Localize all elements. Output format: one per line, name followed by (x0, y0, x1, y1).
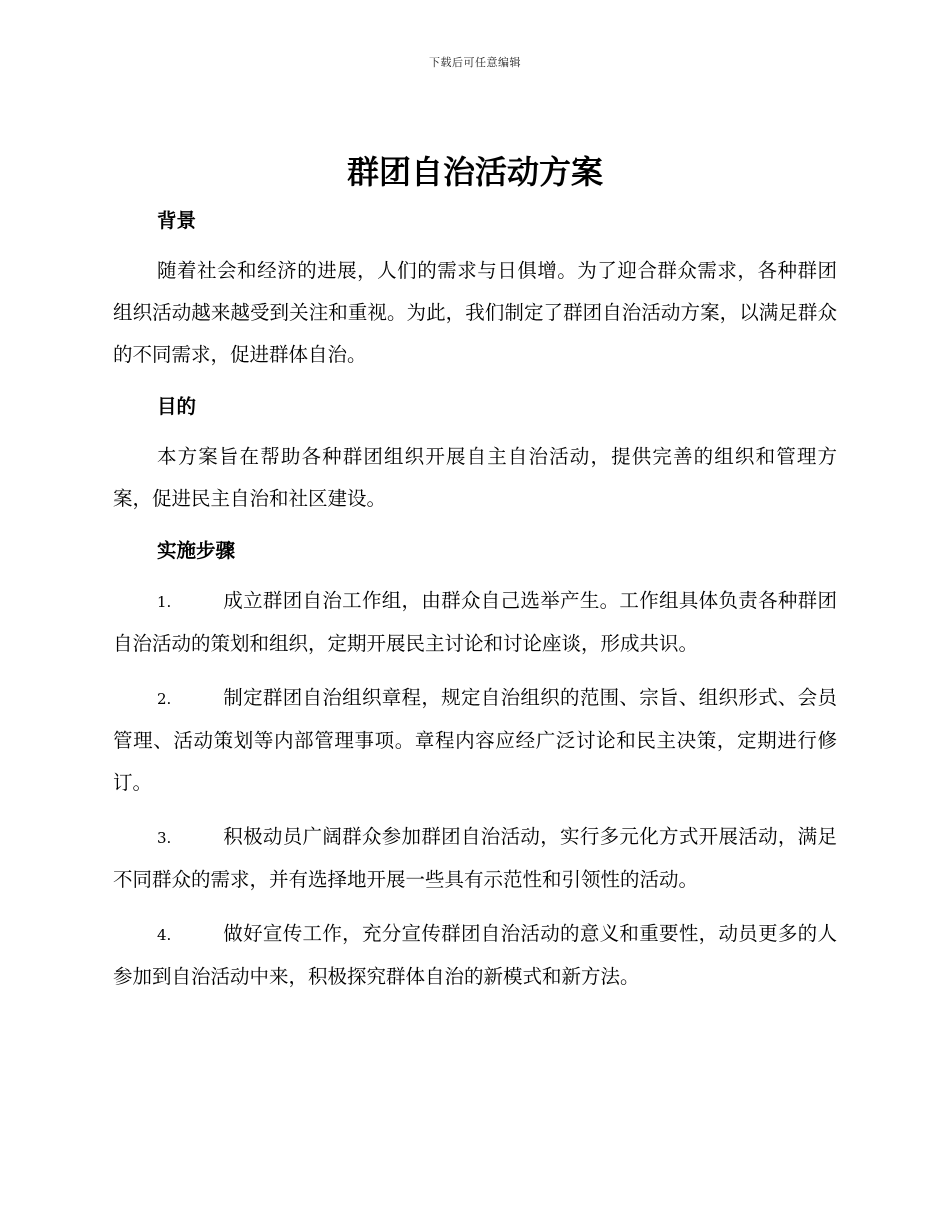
section-heading-purpose: 目的 (157, 395, 197, 418)
section-heading-steps: 实施步骤 (157, 539, 236, 562)
header-note: 下载后可任意编辑 (429, 56, 521, 69)
purpose-paragraph: 本方案旨在帮助各种群团组织开展自主自治活动，提供完善的组织和管理方案，促进民主自治和社区建设。 (113, 445, 837, 510)
document-body (113, 200, 837, 1010)
document-title: 群团自治活动方案 (346, 153, 603, 191)
step-text: 成立群团自治工作组，由群众自己选举产生。工作组具体负责各种群团自治活动的策划和组织，定期开展民主讨论和讨论座谈，形成共识。 (113, 589, 837, 655)
step-item (113, 816, 837, 901)
step-item (113, 677, 837, 804)
step-number: 1. (157, 593, 172, 611)
background-paragraph: 随着社会和经济的进展，人们的需求与日俱增。为了迎合群众需求，各种群团组织活动越来越受到关注和重视。为此，我们制定了群团自治活动方案，以满足群众的不同需求，促进群体自治。 (113, 259, 837, 366)
step-item (113, 913, 837, 998)
step-number: 3. (157, 829, 172, 847)
step-text: 积极动员广阔群众参加群团自治活动，实行多元化方式开展活动，满足不同群众的需求，并有选择地开展一些具有示范性和引领性的活动。 (113, 825, 837, 891)
step-text: 做好宣传工作，充分宣传群团自治活动的意义和重要性，动员更多的人参加到自治活动中来，积极探究群体自治的新模式和新方法。 (113, 922, 837, 988)
step-number: 4. (157, 926, 172, 944)
section-heading-background: 背景 (157, 209, 197, 232)
step-text: 制定群团自治组织章程，规定自治组织的范围、宗旨、组织形式、会员管理、活动策划等内部管理事项。章程内容应经广泛讨论和民主决策，定期进行修订。 (113, 686, 837, 794)
step-number: 2. (157, 690, 172, 708)
step-item (113, 580, 837, 665)
